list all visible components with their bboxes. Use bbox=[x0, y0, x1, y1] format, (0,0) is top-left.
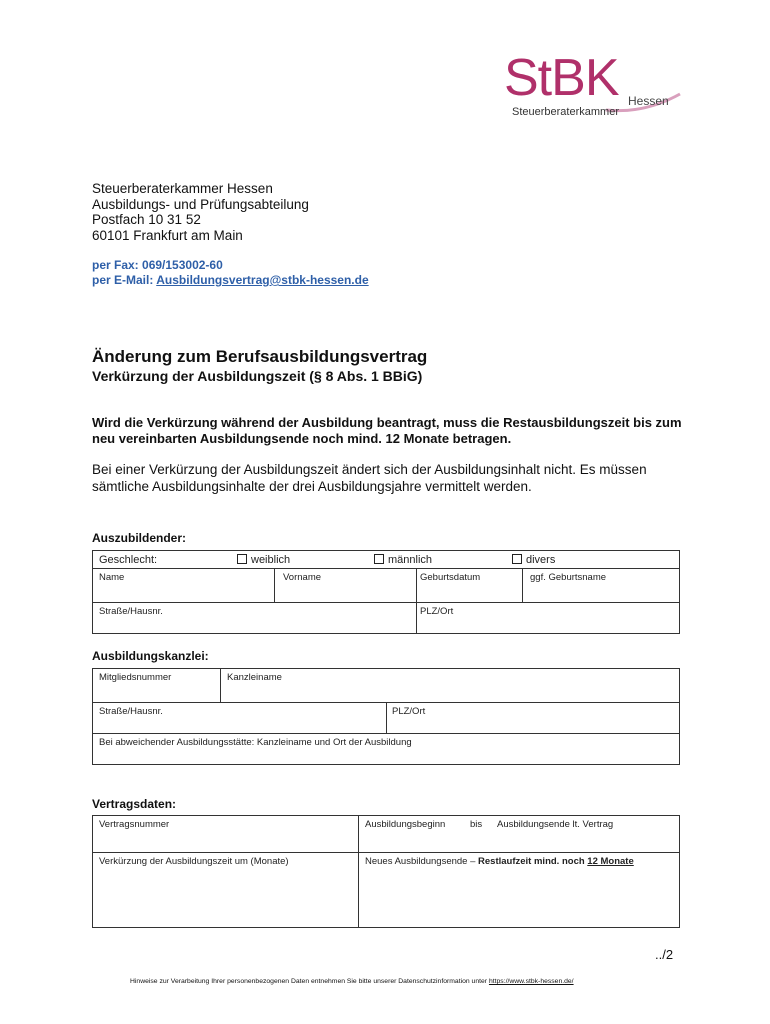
checkbox-icon[interactable] bbox=[374, 554, 384, 564]
divider bbox=[93, 602, 679, 603]
checkbox-icon[interactable] bbox=[512, 554, 522, 564]
notice-text: Bei einer Verkürzung der Ausbildungszeit ändert sich der Ausbildungsinhalt nicht. Es müssen sämtliche Ausbildungsinhalte der drei Ausbildungsjahre vermittelt werden. bbox=[92, 462, 647, 494]
bis-label: bis bbox=[470, 819, 483, 830]
field-kanzlei-plz[interactable]: PLZ/Ort bbox=[392, 706, 426, 717]
divider bbox=[522, 568, 523, 602]
address-line: Postfach 10 31 52 bbox=[92, 212, 201, 227]
field-mitgliedsnummer[interactable]: Mitgliedsnummer bbox=[99, 672, 172, 683]
field-verkuerzung[interactable]: Verkürzung der Ausbildungszeit um (Monate) bbox=[99, 856, 289, 867]
logo-wordmark: StBK bbox=[504, 49, 619, 107]
section-azubi: Auszubildender: bbox=[92, 531, 187, 545]
divider bbox=[93, 852, 679, 853]
neues-ende-underline: 12 Monate bbox=[587, 856, 634, 867]
contact-block bbox=[92, 258, 369, 288]
field-ausbildungsende[interactable]: Ausbildungsende lt. Vertrag bbox=[497, 819, 614, 830]
divider bbox=[274, 568, 275, 602]
email-line bbox=[92, 273, 369, 288]
field-geburtsname[interactable]: ggf. Geburtsname bbox=[530, 572, 607, 583]
field-name[interactable]: Name bbox=[99, 572, 125, 583]
notice-bold: Wird die Verkürzung während der Ausbildung beantragt, muss die Restausbildungszeit bis zum neu vereinbarten Ausbildungsende noch mind. 12 Monate betragen. bbox=[92, 415, 682, 446]
azubi-table bbox=[92, 550, 680, 634]
document-subtitle: Verkürzung der Ausbildungszeit (§ 8 Abs. 1 BBiG) bbox=[92, 368, 423, 384]
field-kanzleiname[interactable]: Kanzleiname bbox=[227, 672, 282, 683]
page-number: ../2 bbox=[655, 947, 674, 962]
divider bbox=[220, 669, 221, 702]
checkbox-maennlich[interactable] bbox=[374, 554, 432, 566]
logo-subtitle: Steuerberaterkammer bbox=[512, 106, 619, 118]
neues-ende-bold: Restlaufzeit mind. noch bbox=[478, 856, 588, 867]
field-vertragsnummer[interactable]: Vertragsnummer bbox=[99, 819, 170, 830]
divider bbox=[358, 816, 359, 927]
fax-number: per Fax: 069/153002-60 bbox=[92, 258, 223, 272]
checkbox-label: männlich bbox=[388, 554, 433, 566]
privacy-footer bbox=[130, 978, 574, 985]
field-kanzlei-strasse[interactable]: Straße/Hausnr. bbox=[99, 706, 163, 717]
checkbox-icon[interactable] bbox=[237, 554, 247, 564]
email-prefix: per E-Mail: bbox=[92, 273, 157, 287]
divider bbox=[386, 702, 387, 733]
checkbox-label: weiblich bbox=[251, 554, 291, 566]
field-vorname[interactable]: Vorname bbox=[283, 572, 322, 583]
stbk-logo bbox=[504, 49, 684, 122]
checkbox-weiblich[interactable] bbox=[237, 554, 290, 566]
kanzlei-table bbox=[92, 668, 680, 765]
section-vertrag: Vertragsdaten: bbox=[92, 797, 177, 811]
divider bbox=[416, 568, 417, 634]
field-neues-ende[interactable] bbox=[365, 856, 634, 867]
field-ausbildungsbeginn[interactable]: Ausbildungsbeginn bbox=[365, 819, 446, 830]
address-line: Ausbildungs- und Prüfungsabteilung bbox=[92, 196, 309, 212]
document-title: Änderung zum Berufsausbildungsvertrag bbox=[92, 347, 428, 366]
email-link[interactable]: Ausbildungsvertrag@stbk-hessen.de bbox=[156, 273, 369, 287]
field-strasse[interactable]: Straße/Hausnr. bbox=[99, 606, 163, 617]
field-plz[interactable]: PLZ/Ort bbox=[420, 606, 454, 617]
footer-text: Hinweise zur Verarbeitung Ihrer personenbezogenen Daten entnehmen Sie bitte unserer Datenschutzinformation unter bbox=[130, 978, 489, 985]
section-kanzlei: Ausbildungskanzlei: bbox=[92, 649, 209, 663]
checkbox-label: divers bbox=[526, 554, 556, 566]
neues-ende-prefix: Neues Ausbildungsende – bbox=[365, 856, 479, 867]
logo-region: Hessen bbox=[628, 94, 669, 108]
address-line: 60101 Frankfurt am Main bbox=[92, 227, 243, 243]
divider bbox=[93, 568, 679, 569]
field-geburtsdatum[interactable]: Geburtsdatum bbox=[420, 572, 481, 583]
gender-label: Geschlecht: bbox=[99, 554, 158, 566]
divider bbox=[93, 733, 679, 734]
vertrag-table bbox=[92, 815, 680, 928]
field-abweichende-stelle[interactable]: Bei abweichender Ausbildungsstätte: Kanzleiname und Ort der Ausbildung bbox=[99, 737, 412, 748]
footer-link[interactable]: https://www.stbk-hessen.de/ bbox=[488, 978, 574, 985]
checkbox-divers[interactable] bbox=[512, 554, 555, 566]
address-line: Steuerberaterkammer Hessen bbox=[92, 181, 273, 196]
recipient-address bbox=[92, 181, 309, 243]
